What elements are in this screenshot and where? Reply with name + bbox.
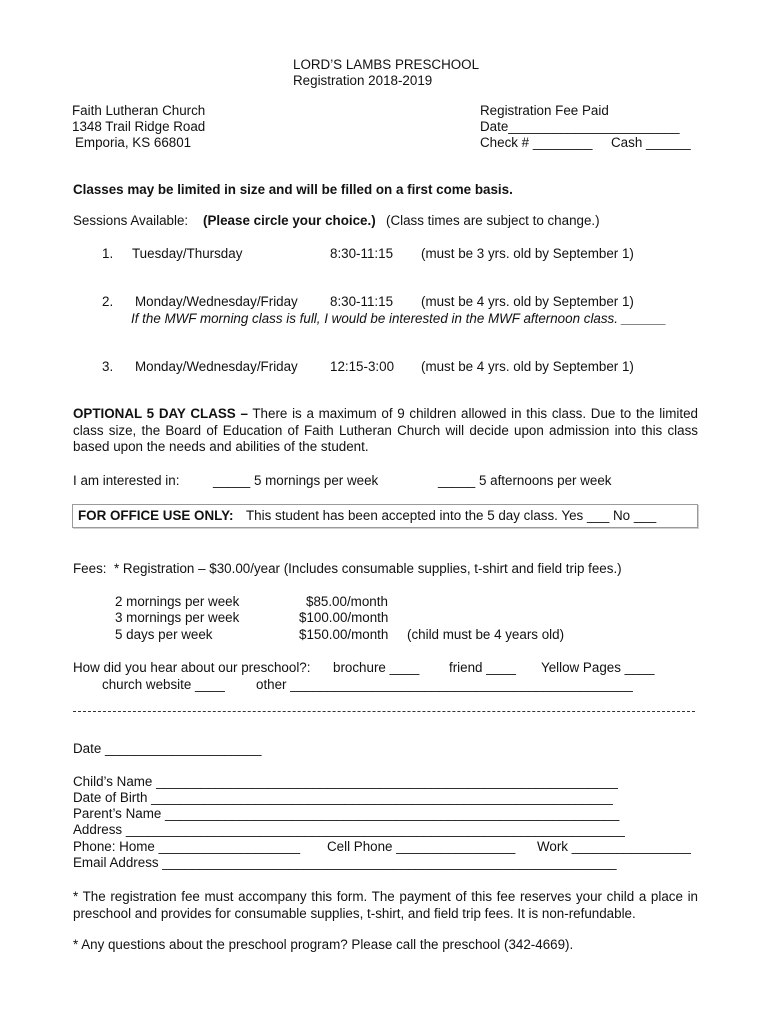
fee-item-name: 3 mornings per week xyxy=(115,610,240,625)
fee-item-name: 5 days per week xyxy=(115,627,213,642)
fee-paid-cash-line[interactable]: Cash ______ xyxy=(611,135,691,150)
sessions-instruction: (Please circle your choice.) xyxy=(203,213,376,228)
church-street: 1348 Trail Ridge Road xyxy=(72,119,206,134)
session-2-days[interactable]: Monday/Wednesday/Friday xyxy=(135,294,298,309)
session-3-time: 12:15-3:00 xyxy=(330,359,395,374)
session-1-time: 8:30-11:15 xyxy=(330,246,394,261)
interest-mornings[interactable]: _____ 5 mornings per week xyxy=(213,473,379,488)
session-2-time: 8:30-11:15 xyxy=(330,294,394,309)
referral-friend[interactable]: friend ____ xyxy=(449,660,517,675)
fee-item-price: $150.00/month xyxy=(299,627,389,642)
referral-brochure[interactable]: brochure ____ xyxy=(333,660,420,675)
address-field[interactable]: Address ___________________________________________________________________ xyxy=(73,822,625,837)
questions-footnote: * Any questions about the preschool program? Please call the preschool (342-4669). xyxy=(73,937,574,952)
fees-registration: * Registration – $30.00/year (Includes consumable supplies, t-shirt and field trip fees.) xyxy=(114,561,622,576)
school-name: LORD’S LAMBS PRESCHOOL xyxy=(293,57,480,72)
child-name-field[interactable]: Child’s Name ______________________________________________________________ xyxy=(73,774,618,789)
session-1-days[interactable]: Tuesday/Thursday xyxy=(132,246,243,261)
session-2-requirement: (must be 4 yrs. old by September 1) xyxy=(421,294,634,309)
session-3-days[interactable]: Monday/Wednesday/Friday xyxy=(135,359,298,374)
session-1-requirement: (must be 3 yrs. old by September 1) xyxy=(421,246,634,261)
referral-church-website[interactable]: church website ____ xyxy=(102,677,225,692)
fee-paid-title: Registration Fee Paid xyxy=(480,103,609,118)
fee-item-price: $100.00/month xyxy=(299,610,389,625)
sessions-label: Sessions Available: xyxy=(73,213,189,228)
fee-paid-date-line[interactable]: Date_______________________ xyxy=(480,119,680,134)
email-field[interactable]: Email Address _____________________________________________________________ xyxy=(73,855,617,870)
office-use-label: FOR OFFICE USE ONLY: xyxy=(78,508,234,523)
referral-question: How did you hear about our preschool?: xyxy=(73,660,311,675)
registration-year: Registration 2018-2019 xyxy=(293,73,433,88)
optional-class-paragraph xyxy=(73,406,698,456)
classes-notice: Classes may be limited in size and will be filled on a first come basis. xyxy=(73,182,513,197)
fee-paid-check-line[interactable]: Check # ________ xyxy=(480,135,593,150)
date-field[interactable]: Date _____________________ xyxy=(73,741,262,756)
dashed-divider xyxy=(73,711,695,712)
work-phone-field[interactable]: Work ________________ xyxy=(537,839,691,854)
church-city: Emporia, KS 66801 xyxy=(75,135,192,150)
optional-class-title: OPTIONAL 5 DAY CLASS – xyxy=(73,406,248,421)
parent-name-field[interactable]: Parent’s Name _____________________________________________________________ xyxy=(73,806,620,821)
office-use-box xyxy=(72,504,698,528)
cell-phone-field[interactable]: Cell Phone ________________ xyxy=(327,839,516,854)
date-of-birth-field[interactable]: Date of Birth ______________________________________________________________ xyxy=(73,790,613,805)
church-name: Faith Lutheran Church xyxy=(72,103,206,118)
sessions-note: (Class times are subject to change.) xyxy=(386,213,600,228)
session-3-number: 3. xyxy=(102,359,114,374)
optional-class-text: There is a maximum of 9 children allowed in this class. Due to the limited class size, the Board of Education of Faith Lutheran Church will decide upon admission into this class based upon the needs and abilities of the student. xyxy=(73,406,698,454)
fees-label: Fees: xyxy=(73,561,107,576)
fee-item-note: (child must be 4 years old) xyxy=(407,627,565,642)
session-1-number: 1. xyxy=(102,246,114,261)
session-3-requirement: (must be 4 yrs. old by September 1) xyxy=(421,359,634,374)
fee-item-price: $85.00/month xyxy=(306,594,388,609)
session-2-number: 2. xyxy=(102,294,114,309)
fee-item-name: 2 mornings per week xyxy=(115,594,240,609)
referral-yellow-pages[interactable]: Yellow Pages ____ xyxy=(541,660,655,675)
fee-footnote: * The registration fee must accompany this form. The payment of this fee reserves your child a place in preschool and provides for consumable supplies, t-shirt, and field trip fees. It is non-refundable. xyxy=(73,889,698,921)
interest-afternoons[interactable]: _____ 5 afternoons per week xyxy=(438,473,612,488)
interest-label: I am interested in: xyxy=(73,473,180,488)
referral-other[interactable]: other ______________________________________________ xyxy=(256,677,633,692)
home-phone-field[interactable]: Phone: Home ___________________ xyxy=(73,839,301,854)
office-use-text[interactable]: This student has been accepted into the 5 day class. Yes ___ No ___ xyxy=(246,508,657,523)
mwf-afternoon-note[interactable]: If the MWF morning class is full, I would be interested in the MWF afternoon class. ______ xyxy=(131,311,667,326)
